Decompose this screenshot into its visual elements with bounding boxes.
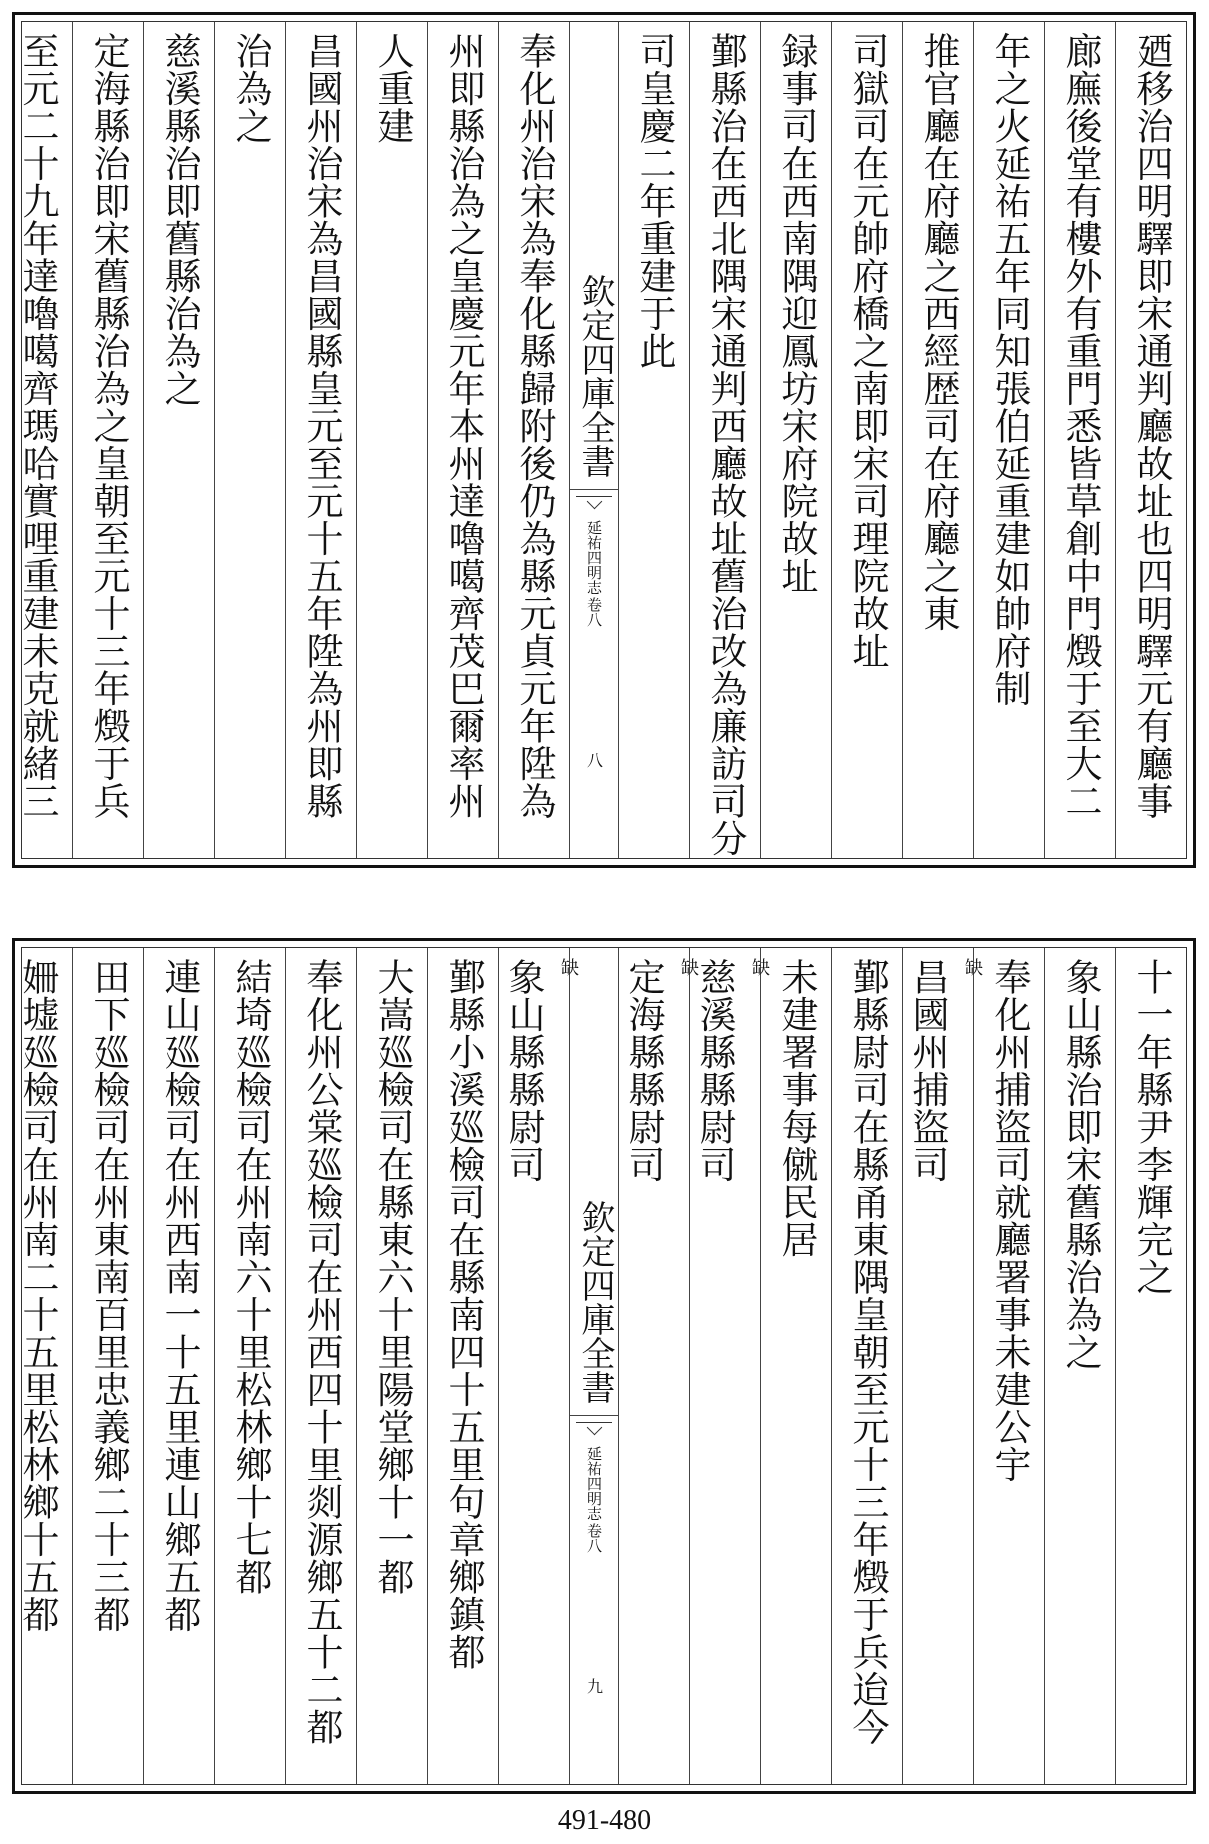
text-column: 廼移治四明驛即宋通判廳故址也四明驛元有廳事 [1115, 22, 1186, 858]
text-column: 奉化州公棠廵檢司在州西四十里剡源鄉五十二都 [285, 948, 356, 1784]
text-column: 鄞縣小溪廵檢司在縣南四十五里句章鄉鎮都 [427, 948, 498, 1784]
collection-title: 欽定四庫全書 [570, 254, 618, 490]
page-number: 九 [584, 1678, 604, 1694]
missing-note: 缺 [962, 958, 983, 976]
text-column: 治為之 [214, 22, 285, 858]
text-column: 象山縣縣尉司 缺 [498, 948, 569, 1784]
page-bottom [12, 938, 1196, 1794]
text-column: 廊廡後堂有樓外有重門悉皆草創中門燬于至大二 [1044, 22, 1115, 858]
text-column: 鄞縣治在西北隅宋通判西廳故址舊治改為廉訪司分 [689, 22, 760, 858]
page-footer-label: 491-480 [557, 1805, 652, 1836]
text-column: 人重建 [356, 22, 427, 858]
page-top-columns [16, 21, 1187, 859]
text-column: 十一年縣尹李輝完之 [1115, 948, 1186, 1784]
text-column: 連山廵檢司在州西南一十五里連山鄉五都 [143, 948, 214, 1784]
text-column: 奉化州治宋為奉化縣歸附後仍為縣元貞元年陞為 [498, 22, 569, 858]
missing-note: 缺 [749, 958, 770, 976]
text-column: 州即縣治為之皇慶元年本州達嚕噶齊茂巴爾率州 [427, 22, 498, 858]
text-column: 司皇慶二年重建于此 [618, 22, 689, 858]
page-top [12, 12, 1196, 868]
text-column: 司獄司在元帥府橋之南即宋司理院故址 [831, 22, 902, 858]
collection-title: 欽定四庫全書 [570, 1180, 618, 1416]
text-column: 奉化州捕盜司就廳署事未建公宇 [973, 948, 1044, 1784]
book-info [585, 1446, 603, 1553]
missing-note: 缺 [558, 958, 579, 976]
center-fold-column [569, 22, 618, 858]
book-title: 延祐四明志 [585, 519, 603, 595]
page-bottom-columns [16, 947, 1187, 1785]
text-column: 定海縣治即宋舊縣治為之皇朝至元十三年燬于兵 [72, 22, 143, 858]
text-column: 鄞縣尉司在縣甬東隅皇朝至元十三年燬于兵迨今 [831, 948, 902, 1784]
fishtail-mark-icon [570, 490, 618, 508]
text-column: 昌國州治宋為昌國縣皇元至元十五年陞為州即縣 [285, 22, 356, 858]
book-info [585, 520, 603, 627]
text-column: 年之火延祐五年同知張伯延重建如帥府制 [973, 22, 1044, 858]
text-column: 慈溪縣治即舊縣治為之 [143, 22, 214, 858]
text-column: 象山縣治即宋舊縣治為之 [1044, 948, 1115, 1784]
text-column: 推官廳在府廳之西經歴司在府廳之東 [902, 22, 973, 858]
text-column: 姍墟廵檢司在州南二十五里松林鄉十五都 [16, 958, 59, 1633]
text-column: 昌國州捕盜司 缺 [902, 948, 973, 1784]
page-number: 八 [584, 752, 604, 768]
text-column: 慈溪縣縣尉司 缺 [689, 948, 760, 1784]
text-column: 定海縣縣尉司 缺 [618, 948, 689, 1784]
text-column: 未建署事每僦民居 [760, 948, 831, 1784]
text-column: 録事司在西南隅迎鳳坊宋府院故址 [760, 22, 831, 858]
book-title: 延祐四明志 [585, 1445, 603, 1521]
volume-label: 卷八 [585, 596, 603, 627]
text-column: 結埼廵檢司在州南六十里松林鄉十七都 [214, 948, 285, 1784]
text-column: 田下廵檢司在州東南百里忠義鄉二十三都 [72, 948, 143, 1784]
text-column: 至元二十九年達嚕噶齊瑪哈實哩重建未克就緒三 [16, 32, 59, 820]
missing-note: 缺 [678, 958, 699, 976]
volume-label: 卷八 [585, 1522, 603, 1553]
text-column: 大嵩廵檢司在縣東六十里陽堂鄉十一都 [356, 948, 427, 1784]
